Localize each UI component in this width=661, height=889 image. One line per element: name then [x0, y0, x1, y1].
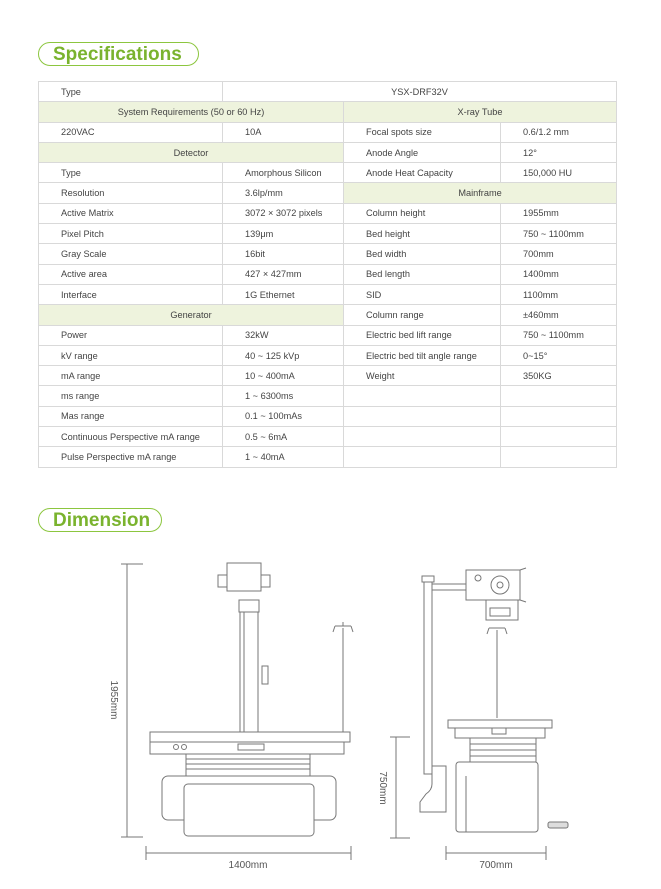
generator-label: kV range — [39, 345, 223, 365]
table-row — [39, 325, 617, 345]
detector-label: Gray Scale — [39, 244, 223, 264]
length-dimension-label: 1400mm — [228, 860, 268, 871]
detector-label: Interface — [39, 284, 223, 304]
table-row — [39, 203, 617, 223]
detector-value: 427 × 427mm — [223, 264, 344, 284]
generator-label: Pulse Perspective mA range — [39, 447, 223, 467]
table-row — [39, 406, 617, 426]
mainframe-value: 1955mm — [501, 203, 617, 223]
mainframe-value: 750 ~ 1100mm — [501, 224, 617, 244]
table-row — [39, 305, 617, 325]
detector-value: 16bit — [223, 244, 344, 264]
generator-value: 1 ~ 6300ms — [223, 386, 344, 406]
detector-value: 139μm — [223, 224, 344, 244]
mainframe-label: Electric bed tilt angle range — [344, 345, 501, 365]
generator-label: Mas range — [39, 406, 223, 426]
empty-cell — [344, 447, 501, 467]
generator-label: ms range — [39, 386, 223, 406]
side-view-tube-head — [466, 568, 526, 620]
type-label: Type — [39, 82, 223, 102]
side-view-bed — [448, 720, 552, 832]
empty-cell — [501, 447, 617, 467]
width-dimension-line — [446, 846, 546, 860]
length-dimension-line — [146, 846, 351, 860]
specifications-heading: Specifications — [38, 42, 199, 66]
mainframe-value: 1400mm — [501, 264, 617, 284]
detector-header: Detector — [39, 142, 344, 162]
table-row — [39, 224, 617, 244]
empty-cell — [344, 386, 501, 406]
generator-value: 40 ~ 125 kVp — [223, 345, 344, 365]
mainframe-label: Bed height — [344, 224, 501, 244]
mainframe-label: Column height — [344, 203, 501, 223]
empty-cell — [501, 406, 617, 426]
mainframe-header: Mainframe — [344, 183, 617, 203]
table-row — [39, 345, 617, 365]
table-row — [39, 102, 617, 122]
empty-cell — [344, 427, 501, 447]
generator-label: Continuous Perspective mA range — [39, 427, 223, 447]
table-row — [39, 427, 617, 447]
table-row — [39, 284, 617, 304]
mainframe-value: 700mm — [501, 244, 617, 264]
generator-label: Power — [39, 325, 223, 345]
generator-label: mA range — [39, 366, 223, 386]
detector-value: 3072 × 3072 pixels — [223, 203, 344, 223]
xray-value: 150,000 HU — [501, 163, 617, 183]
mainframe-label: Bed length — [344, 264, 501, 284]
power-supply-value: 10A — [223, 122, 344, 142]
empty-cell — [501, 386, 617, 406]
mainframe-value: 350KG — [501, 366, 617, 386]
xray-label: Anode Heat Capacity — [344, 163, 501, 183]
detector-value: Amorphous Silicon — [223, 163, 344, 183]
detector-value: 3.6lp/mm — [223, 183, 344, 203]
empty-cell — [501, 427, 617, 447]
height-dimension-line — [121, 564, 143, 837]
column — [239, 600, 268, 732]
xray-value: 12° — [501, 142, 617, 162]
mainframe-label: Column range — [344, 305, 501, 325]
table-row — [39, 82, 617, 102]
bed-height-dimension-line — [390, 737, 410, 838]
generator-value: 0.5 ~ 6mA — [223, 427, 344, 447]
detector-panel — [218, 563, 270, 591]
iv-pole — [333, 622, 353, 740]
table-row — [39, 183, 617, 203]
side-view-column — [422, 576, 466, 774]
dimension-heading: Dimension — [38, 508, 162, 532]
detector-label: Pixel Pitch — [39, 224, 223, 244]
mainframe-label: SID — [344, 284, 501, 304]
table-row — [39, 447, 617, 467]
generator-header: Generator — [39, 305, 344, 325]
mainframe-value: 750 ~ 1100mm — [501, 325, 617, 345]
width-dimension-label: 700mm — [479, 860, 513, 871]
table-row — [39, 264, 617, 284]
spec-table — [38, 81, 617, 468]
empty-cell — [344, 406, 501, 426]
mainframe-label: Weight — [344, 366, 501, 386]
side-view-iv-pole — [487, 628, 507, 718]
bed-base — [162, 754, 336, 836]
generator-value: 0.1 ~ 100mAs — [223, 406, 344, 426]
table-row — [39, 163, 617, 183]
generator-value: 1 ~ 40mA — [223, 447, 344, 467]
table-row — [39, 386, 617, 406]
table-row — [39, 366, 617, 386]
table-row — [39, 244, 617, 264]
xray-value: 0.6/1.2 mm — [501, 122, 617, 142]
table-row — [39, 122, 617, 142]
detector-label: Resolution — [39, 183, 223, 203]
detector-label: Active Matrix — [39, 203, 223, 223]
table-row — [39, 142, 617, 162]
detector-label: Type — [39, 163, 223, 183]
bed-height-dimension-label: 750mm — [377, 771, 388, 805]
power-supply-label: 220VAC — [39, 122, 223, 142]
type-value: YSX-DRF32V — [223, 82, 617, 102]
height-dimension-label: 1955mm — [108, 680, 119, 720]
xray-label: Anode Angle — [344, 142, 501, 162]
bed-table — [150, 732, 350, 754]
detector-value: 1G Ethernet — [223, 284, 344, 304]
mainframe-label: Electric bed lift range — [344, 325, 501, 345]
dimension-drawing — [0, 540, 661, 889]
mainframe-label: Bed width — [344, 244, 501, 264]
system-requirements-header: System Requirements (50 or 60 Hz) — [39, 102, 344, 122]
detector-label: Active area — [39, 264, 223, 284]
generator-value: 10 ~ 400mA — [223, 366, 344, 386]
mainframe-value: 0~15° — [501, 345, 617, 365]
mainframe-value: ±460mm — [501, 305, 617, 325]
generator-value: 32kW — [223, 325, 344, 345]
mainframe-value: 1100mm — [501, 284, 617, 304]
xray-tube-header: X-ray Tube — [344, 102, 617, 122]
xray-label: Focal spots size — [344, 122, 501, 142]
